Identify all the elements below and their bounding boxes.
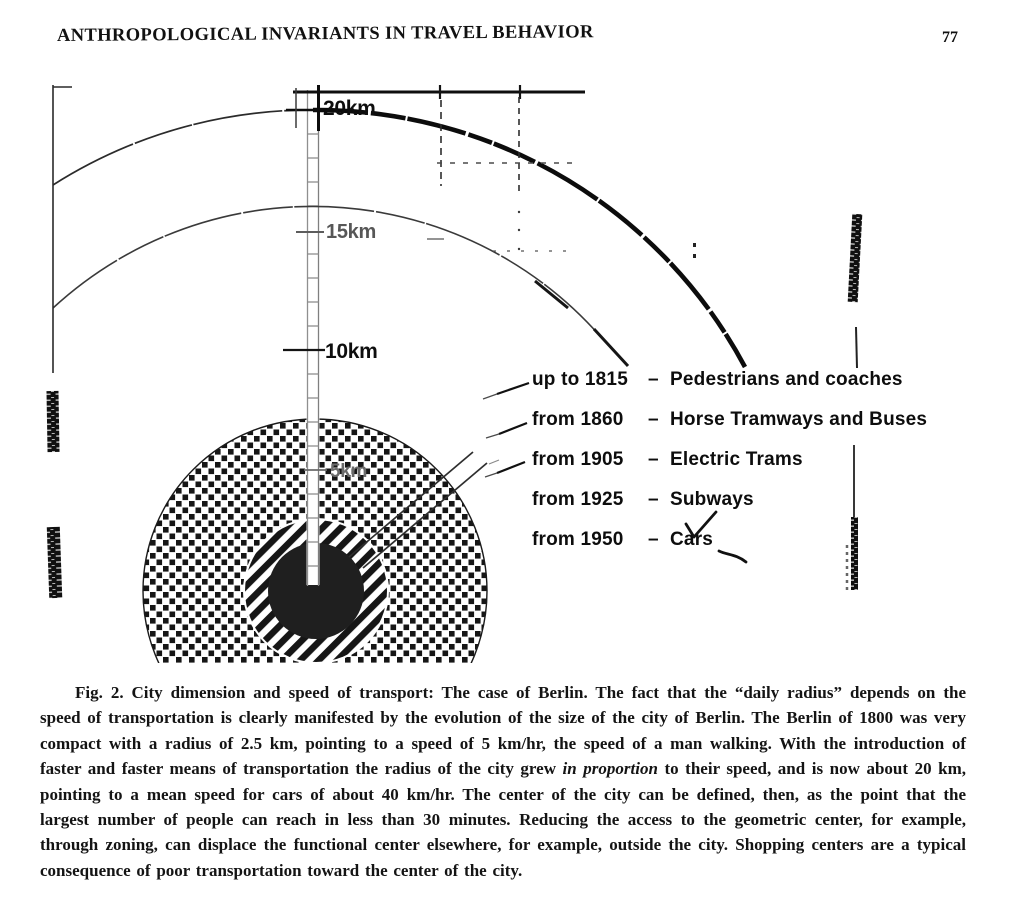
distance-ruler bbox=[307, 90, 320, 586]
legend-row-1905 bbox=[532, 449, 972, 489]
legend-dash: – bbox=[648, 409, 659, 430]
scale-label-15km: 15km bbox=[326, 221, 376, 243]
legend-mode: Electric Trams bbox=[670, 449, 803, 470]
legend-period: up to 1815 bbox=[532, 369, 628, 390]
legend-period: from 1860 bbox=[532, 409, 624, 430]
scale-label-20km: 20km bbox=[323, 97, 376, 120]
legend-mode: Pedestrians and coaches bbox=[670, 369, 903, 390]
arc-15km-bold-segment-b bbox=[594, 329, 628, 366]
legend-mode: Horse Tramways and Buses bbox=[670, 409, 928, 430]
arc-20km-left bbox=[53, 110, 313, 185]
legend-row-1950 bbox=[532, 529, 972, 569]
caption-text-b: to their speed, and is now about 20 km, pointing to a mean speed for cars of about 40 km/hr. The center of the city can be defined, then, as the point that the largest number of people can reach in less than 30 minutes. Reducing the access to the geometric center, for example, through zoning, can displace the functional center elsewhere, for example, outside the city. Shopping centers are a typical consequence of poor transportation toward the center of the city. bbox=[40, 759, 966, 880]
leader-1815 bbox=[497, 383, 529, 394]
scale-label-5km: 5km bbox=[330, 461, 368, 482]
legend-row-1815 bbox=[532, 369, 972, 409]
arc-20km-bold-right bbox=[313, 110, 745, 367]
radius-arcs bbox=[53, 110, 745, 367]
left-axis-line bbox=[53, 85, 72, 373]
legend-period: from 1950 bbox=[532, 529, 624, 550]
scale-label-10km: 10km bbox=[325, 340, 378, 363]
legend-dash: – bbox=[648, 369, 659, 390]
caption-italic-phrase: in proportion bbox=[562, 759, 658, 779]
leader-1860 bbox=[499, 423, 527, 434]
legend-period: from 1905 bbox=[532, 449, 624, 470]
legend-mode: Subways bbox=[670, 489, 754, 510]
transport-era-legend bbox=[532, 369, 972, 569]
legend-row-1860 bbox=[532, 409, 972, 449]
page-number: 77 bbox=[942, 29, 958, 46]
arc-15km-bold-segment-a bbox=[535, 281, 568, 308]
legend-dash: – bbox=[648, 529, 659, 550]
leader-1905 bbox=[497, 462, 525, 473]
running-head-title: ANTHROPOLOGICAL INVARIANTS IN TRAVEL BEHAVIOR bbox=[56, 22, 594, 47]
legend-period: from 1925 bbox=[532, 489, 624, 510]
legend-dash: – bbox=[648, 489, 659, 510]
legend-dash: – bbox=[648, 449, 659, 470]
legend-row-1925 bbox=[532, 489, 972, 529]
caption-text-a: Fig. 2. City dimension and speed of transport: The case of Berlin. The fact that the “daily radius” depends on the speed of transportation is clearly manifested by the evolution of the size of the city of Berlin. The Berlin of 1800 was very compact with a radius of 2.5 km, pointing to a speed of 5 km/hr, the speed of a man walking. With the introduction of faster and faster means of transportation the radius of the city grew bbox=[40, 683, 966, 779]
legend-mode: Cars bbox=[670, 529, 714, 550]
figure-caption bbox=[40, 680, 966, 883]
